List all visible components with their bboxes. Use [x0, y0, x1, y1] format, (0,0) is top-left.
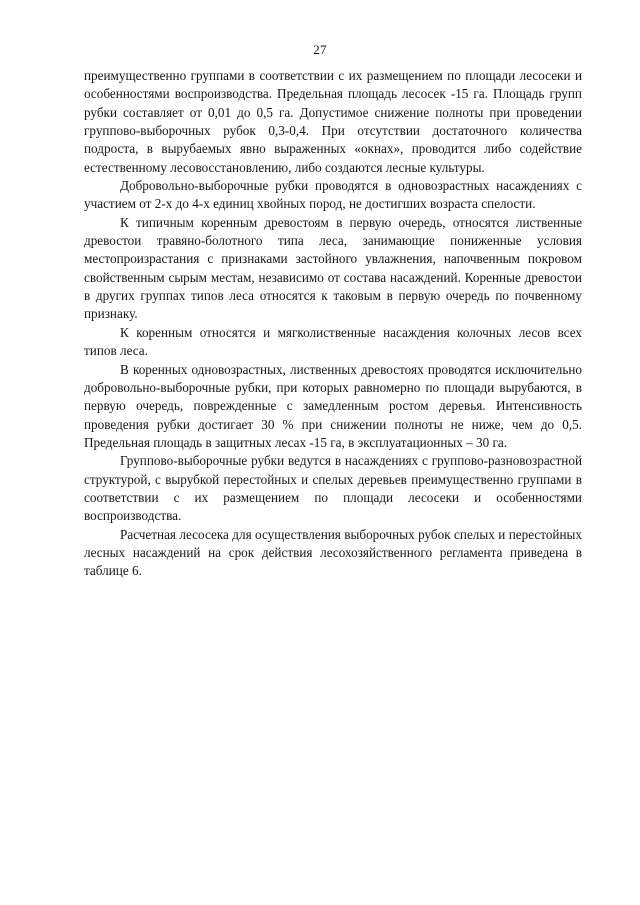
- paragraph: В коренных одновозрастных, лиственных древостоях проводятся исключительно добровольно-выборочные рубки, при которых равномерно по площади вырубаются, в первую очередь, поврежденные с замедленным ростом деревья. Интенсивность проведения рубки достигает 30 % при снижении полноты не ниже, чем до 0,5. Предельная площадь в защитных лесах -15 га, в эксплуатационных – 30 га.: [84, 361, 582, 450]
- page-number: 27: [313, 42, 327, 57]
- document-body: [84, 67, 582, 581]
- paragraph: К типичным коренным древостоям в первую очередь, относятся лиственные древостои травяно-болотного типа леса, занимающие пониженные условия местопроизрастания с признаками застойного увлажнения, напочвенным покровом свойственным сырым местам, независимо от состава насаждений. Коренные древостои в других группах типов леса относятся к таковым в первую очередь по почвенному признаку.: [84, 214, 582, 322]
- paragraph: Добровольно-выборочные рубки проводятся в одновозрастных насаждениях с участием от 2-х до 4-х единиц хвойных пород, не достигших возраста спелости.: [84, 178, 582, 212]
- paragraph: Группово-выборочные рубки ведутся в насаждениях с группово-разновозрастной структурой, с вырубкой перестойных и спелых деревьев преимущественно группами в соответствии с их размещением по площади лесосеки и особенностями воспроизводства.: [84, 453, 582, 524]
- paragraph: преимущественно группами в соответствии с их размещением по площади лесосеки и особенностями воспроизводства. Предельная площадь лесосек -15 га. Площадь групп рубки составляет от 0,01 до 0,5 га. Допустимое снижение полноты при проведении группово-выборочных рубок 0,3-0,4. При отсутствии достаточного количества подроста, в вырубаемых явно выраженных «окнах», проводится либо содействие естественному лесовосстановлению, либо создаются лесные культуры.: [84, 68, 582, 175]
- paragraph: Расчетная лесосека для осуществления выборочных рубок спелых и перестойных лесных насаждений на срок действия лесохозяйственного регламента приведена в таблице 6.: [84, 526, 582, 579]
- paragraph: К коренным относятся и мягколиственные насаждения колочных лесов всех типов леса.: [84, 324, 582, 359]
